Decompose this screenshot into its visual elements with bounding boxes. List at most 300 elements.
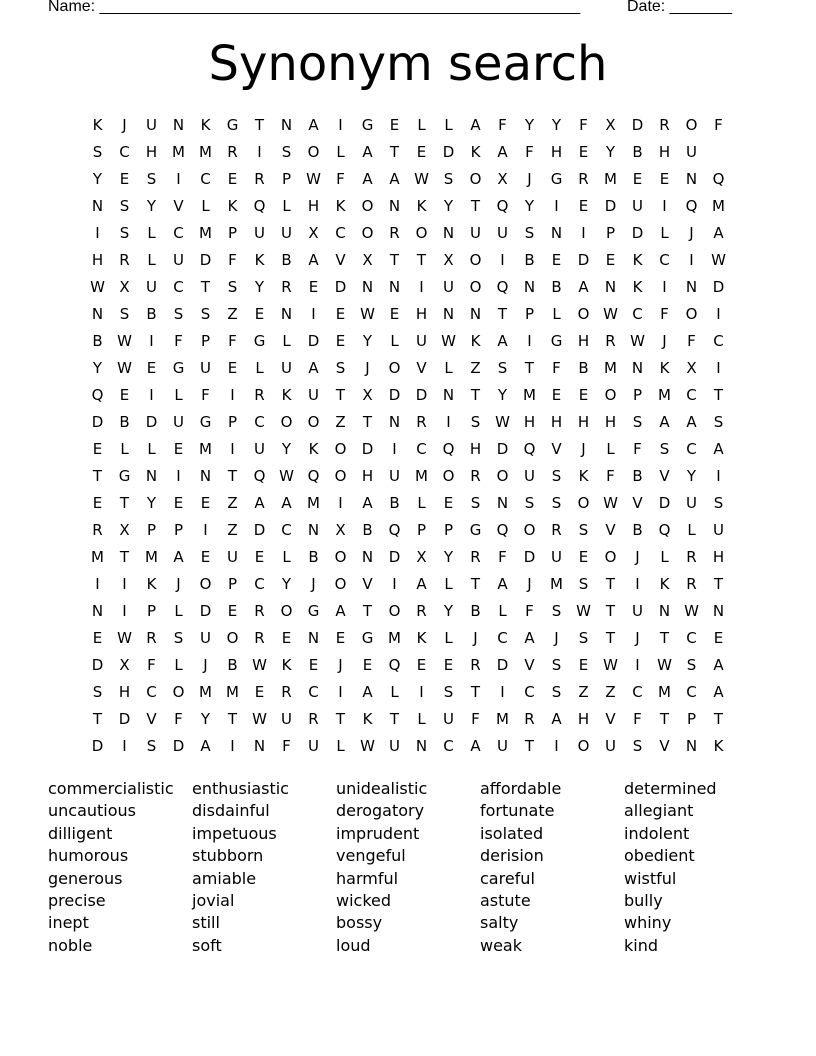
grid-letter: T (470, 197, 481, 215)
grid-letter: S (173, 629, 184, 647)
grid-letter: I (230, 440, 235, 458)
grid-letter: U (632, 197, 643, 215)
grid-letter: E (578, 386, 589, 404)
grid-letter: L (660, 224, 669, 242)
grid-letter: S (119, 197, 130, 215)
grid-row (84, 328, 732, 355)
grid-letter: J (662, 332, 667, 350)
grid-letter: Q (496, 278, 509, 296)
grid-letter: F (525, 602, 534, 620)
grid-letter: S (632, 737, 643, 755)
grid-letter: H (91, 251, 104, 269)
grid-letter: N (415, 737, 428, 755)
grid-letter: A (362, 683, 373, 701)
grid-letter: S (119, 224, 130, 242)
grid-letter: N (91, 602, 104, 620)
grid-letter: H (712, 548, 725, 566)
grid-letter: V (362, 575, 373, 593)
grid-letter: L (444, 575, 453, 593)
grid-row (84, 112, 732, 139)
grid-letter: R (605, 332, 616, 350)
grid-letter: U (686, 143, 697, 161)
grid-letter: S (551, 467, 562, 485)
grid-letter: K (632, 278, 643, 296)
grid-letter: I (635, 575, 640, 593)
grid-letter: K (659, 359, 670, 377)
grid-letter: U (200, 359, 211, 377)
grid-letter: E (659, 170, 670, 188)
grid-letter: V (659, 737, 670, 755)
grid-letter: S (713, 413, 724, 431)
grid-letter: K (281, 656, 292, 674)
grid-letter: H (307, 197, 320, 215)
grid-letter: V (173, 197, 184, 215)
grid-letter: O (469, 278, 482, 296)
grid-letter: Q (658, 521, 671, 539)
grid-letter: W (657, 656, 672, 674)
grid-letter: I (662, 278, 667, 296)
word-item: generous (48, 868, 123, 888)
grid-letter: Y (254, 278, 265, 296)
grid-letter: R (551, 521, 562, 539)
grid-letter: U (470, 224, 481, 242)
grid-letter: O (685, 305, 698, 323)
grid-letter: C (254, 413, 265, 431)
grid-letter: B (308, 548, 319, 566)
word-item: jovial (192, 890, 235, 910)
grid-letter: T (659, 710, 670, 728)
grid-letter: C (146, 683, 157, 701)
word-item: wistful (624, 868, 677, 888)
grid-letter: U (389, 737, 400, 755)
word-item: unidealistic (336, 779, 428, 798)
grid-letter: P (146, 602, 157, 620)
grid-letter: E (308, 656, 319, 674)
grid-letter: O (685, 116, 698, 134)
name-field[interactable]: Name: ______________________________________________________ (48, 0, 581, 15)
grid-letter: L (417, 494, 426, 512)
grid-row (84, 517, 732, 544)
grid-letter: O (334, 440, 347, 458)
grid-letter: O (361, 197, 374, 215)
grid-letter: K (659, 575, 670, 593)
grid-letter: R (416, 413, 427, 431)
word-item: wicked (336, 890, 392, 910)
grid-letter: U (200, 629, 211, 647)
grid-letter: L (282, 548, 291, 566)
grid-letter: Y (281, 575, 292, 593)
grid-letter: L (201, 197, 210, 215)
grid-letter: S (659, 440, 670, 458)
grid-letter: C (686, 683, 697, 701)
grid-letter: E (578, 656, 589, 674)
grid-letter: U (173, 251, 184, 269)
grid-letter: A (335, 602, 346, 620)
word-column (480, 778, 624, 957)
grid-letter: D (253, 521, 266, 539)
grid-letter: L (147, 224, 156, 242)
grid-letter: U (254, 224, 265, 242)
grid-letter: Z (578, 683, 589, 701)
grid-letter: E (254, 548, 265, 566)
grid-letter: C (686, 629, 697, 647)
letter-grid (84, 112, 732, 760)
grid-letter: E (227, 359, 238, 377)
grid-letter: Y (146, 197, 157, 215)
word-item: stubborn (192, 846, 264, 866)
grid-letter: E (119, 170, 130, 188)
grid-letter: Q (685, 197, 698, 215)
grid-letter: F (552, 359, 561, 377)
grid-letter: C (443, 737, 454, 755)
grid-letter: P (686, 710, 697, 728)
grid-letter: U (686, 494, 697, 512)
grid-letter: R (578, 170, 589, 188)
grid-letter: N (604, 278, 617, 296)
grid-letter: Y (362, 332, 373, 350)
grid-letter: C (632, 683, 643, 701)
grid-letter: T (713, 575, 724, 593)
grid-letter: M (388, 629, 401, 647)
grid-letter: D (334, 278, 347, 296)
grid-letter: E (416, 656, 427, 674)
grid-letter: U (308, 386, 319, 404)
grid-letter: N (469, 305, 482, 323)
grid-letter: H (550, 143, 563, 161)
grid-letter: S (443, 683, 454, 701)
grid-row (84, 355, 732, 382)
grid-letter: R (389, 224, 400, 242)
grid-letter: Q (523, 440, 536, 458)
grid-letter: R (686, 548, 697, 566)
grid-letter: J (473, 629, 478, 647)
grid-letter: A (497, 332, 508, 350)
grid-letter: O (280, 602, 293, 620)
grid-letter: B (578, 359, 589, 377)
grid-letter: R (254, 629, 265, 647)
grid-letter: P (281, 170, 292, 188)
grid-letter: Q (712, 170, 725, 188)
grid-letter: E (200, 548, 211, 566)
grid-letter: Z (470, 359, 481, 377)
grid-letter: A (686, 413, 697, 431)
grid-letter: D (577, 251, 590, 269)
grid-letter: I (716, 359, 721, 377)
date-field[interactable]: Date: _______ (627, 0, 732, 15)
grid-letter: K (416, 197, 427, 215)
grid-row (84, 679, 732, 706)
grid-letter: M (415, 467, 428, 485)
grid-letter: R (416, 602, 427, 620)
grid-letter: W (576, 602, 591, 620)
grid-letter: N (280, 116, 293, 134)
grid-letter: E (443, 494, 454, 512)
grid-letter: Y (281, 440, 292, 458)
grid-letter: S (470, 494, 481, 512)
grid-letter: S (335, 359, 346, 377)
grid-letter: S (443, 170, 454, 188)
grid-row (84, 247, 732, 274)
grid-letter: U (497, 224, 508, 242)
grid-letter: L (417, 116, 426, 134)
grid-letter: V (632, 494, 643, 512)
grid-letter: N (388, 413, 401, 431)
grid-letter: A (497, 143, 508, 161)
grid-letter: H (577, 413, 590, 431)
grid-letter: Y (443, 602, 454, 620)
grid-letter: K (470, 143, 481, 161)
grid-letter: S (119, 305, 130, 323)
grid-letter: K (308, 440, 319, 458)
grid-letter: L (552, 305, 561, 323)
grid-letter: M (604, 170, 617, 188)
grid-letter: E (92, 494, 103, 512)
grid-letter: B (227, 656, 238, 674)
grid-letter: L (174, 656, 183, 674)
grid-letter: F (174, 710, 183, 728)
grid-letter: I (338, 494, 343, 512)
grid-letter: Q (442, 440, 455, 458)
grid-letter: E (200, 494, 211, 512)
grid-letter: S (713, 494, 724, 512)
grid-letter: E (92, 629, 103, 647)
grid-letter: G (550, 170, 563, 188)
word-item: derision (480, 846, 544, 866)
grid-letter: H (604, 413, 617, 431)
grid-letter: X (362, 386, 373, 404)
grid-letter: I (230, 386, 235, 404)
grid-letter: V (524, 656, 535, 674)
word-item: bully (624, 890, 663, 910)
grid-letter: G (253, 332, 266, 350)
grid-letter: X (443, 251, 454, 269)
grid-letter: N (361, 278, 374, 296)
grid-letter: S (92, 683, 103, 701)
grid-letter: I (500, 683, 505, 701)
grid-letter: K (281, 386, 292, 404)
grid-letter: T (605, 602, 616, 620)
word-item: humorous (48, 846, 129, 866)
grid-letter: A (362, 170, 373, 188)
grid-letter: U (497, 737, 508, 755)
grid-letter: C (713, 332, 724, 350)
grid-letter: E (146, 359, 157, 377)
word-item: noble (48, 935, 93, 955)
grid-letter: T (524, 737, 535, 755)
grid-letter: N (496, 494, 509, 512)
grid-letter: N (172, 116, 185, 134)
grid-letter: F (498, 116, 507, 134)
grid-letter: L (417, 710, 426, 728)
word-item: bossy (336, 913, 383, 933)
grid-letter: K (92, 116, 103, 134)
grid-letter: I (338, 683, 343, 701)
grid-letter: Q (91, 386, 104, 404)
grid-row (84, 301, 732, 328)
grid-letter: S (173, 305, 184, 323)
grid-letter: C (281, 521, 292, 539)
grid-letter: T (605, 629, 616, 647)
grid-letter: Y (92, 170, 103, 188)
grid-letter: A (713, 440, 724, 458)
grid-letter: Y (605, 143, 616, 161)
grid-letter: M (496, 710, 509, 728)
grid-letter: W (360, 737, 375, 755)
grid-letter: D (631, 224, 644, 242)
grid-letter: H (658, 143, 671, 161)
grid-letter: F (660, 305, 669, 323)
grid-letter: S (551, 656, 562, 674)
grid-letter: R (254, 602, 265, 620)
word-item: harmful (336, 868, 399, 888)
grid-letter: W (306, 170, 321, 188)
grid-letter: U (713, 521, 724, 539)
word-item: inept (48, 913, 89, 933)
grid-letter: E (578, 548, 589, 566)
grid-letter: W (117, 629, 132, 647)
grid-letter: S (281, 143, 292, 161)
grid-letter: V (335, 251, 346, 269)
grid-letter: E (578, 143, 589, 161)
grid-letter: Y (443, 548, 454, 566)
grid-letter: W (90, 278, 105, 296)
grid-letter: L (660, 548, 669, 566)
grid-letter: H (145, 143, 158, 161)
word-item: uncautious (48, 801, 137, 821)
grid-letter: I (689, 251, 694, 269)
grid-letter: X (686, 359, 697, 377)
grid-letter: D (496, 656, 509, 674)
grid-row (84, 220, 732, 247)
word-item: enthusiastic (192, 779, 289, 798)
grid-letter: V (551, 440, 562, 458)
word-item: commercialistic (48, 779, 174, 798)
word-item: whiny (624, 913, 672, 933)
grid-letter: N (631, 359, 644, 377)
grid-letter: M (199, 683, 212, 701)
grid-letter: H (550, 413, 563, 431)
grid-letter: D (388, 548, 401, 566)
grid-letter: K (713, 737, 724, 755)
grid-letter: I (95, 224, 100, 242)
grid-letter: A (362, 494, 373, 512)
grid-letter: J (338, 656, 343, 674)
grid-letter: Z (227, 494, 238, 512)
grid-letter: B (632, 521, 643, 539)
grid-letter: I (716, 467, 721, 485)
grid-letter: Y (551, 116, 562, 134)
grid-letter: J (365, 359, 370, 377)
grid-letter: C (497, 629, 508, 647)
grid-letter: E (335, 305, 346, 323)
grid-letter: A (281, 494, 292, 512)
grid-letter: L (282, 197, 291, 215)
grid-letter: Q (388, 521, 401, 539)
grid-letter: L (444, 359, 453, 377)
grid-letter: Y (686, 467, 697, 485)
grid-letter: O (307, 143, 320, 161)
grid-letter: E (416, 143, 427, 161)
grid-row (84, 463, 732, 490)
grid-letter: Q (496, 521, 509, 539)
grid-letter: I (419, 278, 424, 296)
grid-letter: N (685, 737, 698, 755)
word-item: impetuous (192, 823, 277, 843)
grid-letter: I (392, 440, 397, 458)
grid-letter: T (713, 710, 724, 728)
grid-letter: T (470, 575, 481, 593)
grid-letter: U (146, 278, 157, 296)
grid-letter: C (686, 386, 697, 404)
grid-letter: R (119, 251, 130, 269)
grid-row (84, 193, 732, 220)
grid-letter: D (442, 143, 455, 161)
grid-letter: H (415, 305, 428, 323)
grid-letter: S (578, 521, 589, 539)
grid-letter: B (632, 143, 643, 161)
grid-letter: T (119, 548, 130, 566)
grid-letter: R (470, 548, 481, 566)
grid-letter: N (307, 521, 320, 539)
grid-letter: G (118, 467, 131, 485)
grid-letter: J (689, 224, 694, 242)
grid-letter: D (145, 413, 158, 431)
grid-letter: R (686, 575, 697, 593)
grid-letter: A (713, 224, 724, 242)
grid-letter: S (686, 656, 697, 674)
grid-letter: C (254, 575, 265, 593)
grid-letter: B (389, 494, 400, 512)
grid-letter: E (308, 278, 319, 296)
grid-letter: W (603, 656, 618, 674)
grid-letter: O (388, 359, 401, 377)
grid-letter: F (174, 332, 183, 350)
grid-letter: D (388, 386, 401, 404)
grid-letter: T (92, 710, 103, 728)
page-title: Synonym search (208, 36, 608, 92)
grid-letter: C (686, 440, 697, 458)
grid-letter: G (361, 116, 374, 134)
grid-letter: L (444, 116, 453, 134)
grid-letter: I (662, 197, 667, 215)
grid-letter: W (441, 332, 456, 350)
grid-letter: B (362, 521, 373, 539)
grid-letter: A (416, 575, 427, 593)
grid-letter: N (280, 305, 293, 323)
grid-letter: R (254, 386, 265, 404)
word-item: still (192, 913, 220, 933)
grid-letter: O (415, 224, 428, 242)
grid-letter: U (443, 710, 454, 728)
grid-letter: N (442, 224, 455, 242)
grid-letter: B (632, 467, 643, 485)
grid-letter: S (578, 629, 589, 647)
grid-letter: H (577, 710, 590, 728)
grid-letter: A (713, 656, 724, 674)
grid-letter: H (577, 332, 590, 350)
grid-letter: H (469, 440, 482, 458)
grid-letter: T (200, 278, 211, 296)
grid-letter: D (658, 494, 671, 512)
grid-letter: O (334, 575, 347, 593)
grid-letter: U (524, 467, 535, 485)
grid-row (84, 652, 732, 679)
grid-letter: R (470, 467, 481, 485)
grid-letter: C (659, 251, 670, 269)
grid-letter: J (554, 629, 559, 647)
grid-letter: U (416, 332, 427, 350)
grid-letter: E (92, 440, 103, 458)
